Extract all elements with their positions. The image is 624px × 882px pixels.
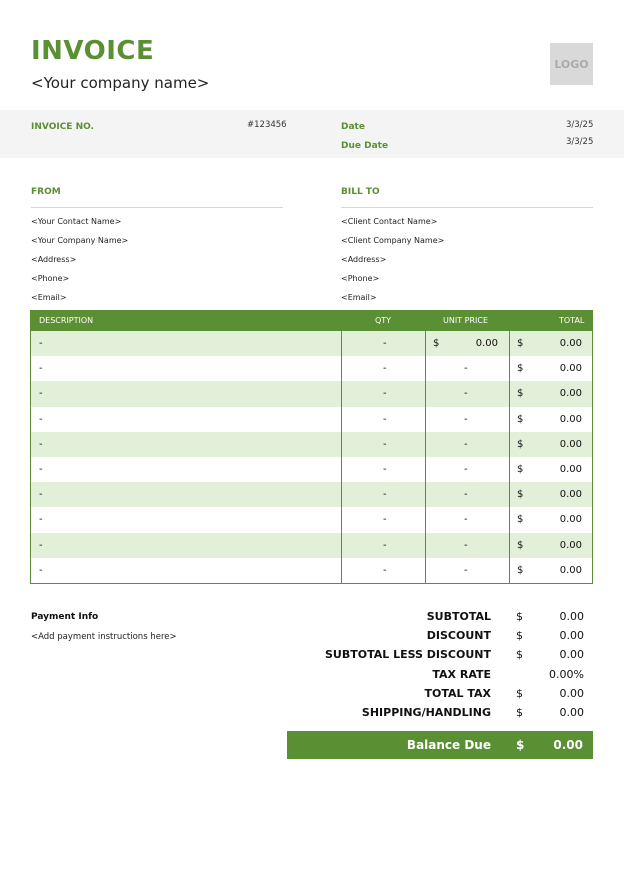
column-divider <box>341 331 342 583</box>
summary-value: 0.00% <box>549 667 584 681</box>
table-row <box>31 407 592 432</box>
cell-total-currency: $ <box>517 514 524 526</box>
cell-description: - <box>39 464 43 475</box>
cell-unit-price: - <box>464 514 468 526</box>
from-company-name: <Your Company Name> <box>31 236 129 245</box>
summary-label: TAX RATE <box>432 667 491 681</box>
cell-total: 0.00 <box>559 564 582 576</box>
summary-currency: $ <box>516 648 523 662</box>
cell-total: 0.00 <box>559 363 582 375</box>
column-divider <box>509 331 510 583</box>
table-row <box>31 533 592 558</box>
summary-currency: $ <box>516 686 523 700</box>
invoice-info-bar <box>0 110 624 158</box>
cell-unit-price: - <box>464 539 468 551</box>
from-email: <Email> <box>31 293 67 302</box>
cell-qty: - <box>383 564 387 576</box>
cell-unit-price: - <box>464 388 468 400</box>
summary-value: 0.00 <box>559 629 584 643</box>
invoice-no-value: #123456 <box>247 120 287 130</box>
summary-value: 0.00 <box>559 706 584 719</box>
payment-instructions: <Add payment instructions here> <box>31 632 177 642</box>
cell-description: - <box>39 514 43 526</box>
table-row <box>31 432 592 457</box>
cell-total: 0.00 <box>559 413 582 425</box>
balance-due-bar <box>287 731 593 759</box>
bill-to-phone: <Phone> <box>341 274 380 283</box>
summary-currency: $ <box>516 629 523 643</box>
cell-total-currency: $ <box>517 388 524 400</box>
summary-currency: $ <box>516 610 523 623</box>
summary-value: 0.00 <box>559 648 584 662</box>
cell-total-currency: $ <box>517 438 524 450</box>
cell-unit-price: - <box>464 489 468 501</box>
cell-total: 0.00 <box>559 539 582 551</box>
cell-unit-price: - <box>464 464 468 475</box>
logo-placeholder: LOGO <box>550 43 593 85</box>
cell-total: 0.00 <box>559 514 582 526</box>
header-unit-price: UNIT PRICE <box>443 316 489 325</box>
cell-unit-currency: $ <box>433 338 440 349</box>
cell-total: 0.00 <box>559 338 582 349</box>
cell-total: 0.00 <box>559 489 582 501</box>
bill-to-company-name: <Client Company Name> <box>341 236 445 245</box>
table-row <box>31 507 592 532</box>
from-phone: <Phone> <box>31 274 70 283</box>
cell-qty: - <box>383 363 387 375</box>
company-name: <Your company name> <box>31 74 210 92</box>
bill-to-address: <Address> <box>341 255 387 264</box>
cell-total-currency: $ <box>517 464 524 475</box>
summary-label: DISCOUNT <box>426 629 491 643</box>
cell-qty: - <box>383 489 387 501</box>
header-total: TOTAL <box>559 316 585 325</box>
cell-total-currency: $ <box>517 564 524 576</box>
table-row <box>31 457 592 482</box>
cell-total-currency: $ <box>517 413 524 425</box>
cell-description: - <box>39 564 43 576</box>
cell-unit-price: 0.00 <box>475 338 498 349</box>
due-date-value: 3/3/25 <box>566 137 594 147</box>
table-row <box>31 482 592 507</box>
cell-description: - <box>39 539 43 551</box>
cell-qty: - <box>383 464 387 475</box>
summary-label: SUBTOTAL <box>426 610 491 623</box>
due-date-label: Due Date <box>341 141 389 151</box>
cell-total-currency: $ <box>517 363 524 375</box>
cell-unit-price: - <box>464 564 468 576</box>
summary-currency: $ <box>516 706 523 719</box>
table-row <box>31 381 592 406</box>
cell-description: - <box>39 363 43 375</box>
date-value: 3/3/25 <box>566 120 594 130</box>
cell-total-currency: $ <box>517 338 524 349</box>
table-row <box>31 331 592 356</box>
cell-description: - <box>39 413 43 425</box>
balance-due-currency: $ <box>516 738 525 752</box>
from-divider <box>31 207 283 208</box>
cell-qty: - <box>383 539 387 551</box>
table-row <box>31 356 592 381</box>
cell-qty: - <box>383 388 387 400</box>
header-qty: QTY <box>375 316 392 325</box>
balance-due-value: 0.00 <box>553 738 583 752</box>
payment-info-label: Payment Info <box>31 612 99 622</box>
table-row <box>31 558 592 583</box>
from-contact-name: <Your Contact Name> <box>31 217 122 226</box>
cell-qty: - <box>383 413 387 425</box>
cell-qty: - <box>383 438 387 450</box>
invoice-no-label: INVOICE NO. <box>31 122 94 132</box>
cell-description: - <box>39 438 43 450</box>
from-label: FROM <box>31 187 61 197</box>
cell-qty: - <box>383 514 387 526</box>
cell-unit-price: - <box>464 438 468 450</box>
table-header <box>31 311 592 331</box>
summary-label: SHIPPING/HANDLING <box>361 706 491 719</box>
invoice-title: INVOICE <box>31 36 155 66</box>
summary-label: TOTAL TAX <box>424 686 491 700</box>
cell-total: 0.00 <box>559 464 582 475</box>
balance-due-label: Balance Due <box>406 738 491 752</box>
cell-qty: - <box>383 338 387 349</box>
cell-total-currency: $ <box>517 489 524 501</box>
summary-value: 0.00 <box>559 686 584 700</box>
cell-total: 0.00 <box>559 388 582 400</box>
cell-description: - <box>39 388 43 400</box>
header-description: DESCRIPTION <box>39 316 94 325</box>
summary-value: 0.00 <box>559 610 584 623</box>
line-items-table <box>30 310 593 584</box>
date-label: Date <box>341 122 365 132</box>
cell-unit-price: - <box>464 363 468 375</box>
column-divider <box>425 331 426 583</box>
cell-total-currency: $ <box>517 539 524 551</box>
cell-total: 0.00 <box>559 438 582 450</box>
bill-to-contact-name: <Client Contact Name> <box>341 217 438 226</box>
bill-to-email: <Email> <box>341 293 377 302</box>
cell-description: - <box>39 489 43 501</box>
cell-description: - <box>39 338 43 349</box>
from-address: <Address> <box>31 255 77 264</box>
cell-unit-price: - <box>464 413 468 425</box>
bill-to-divider <box>341 207 593 208</box>
summary-label: SUBTOTAL LESS DISCOUNT <box>324 648 491 662</box>
bill-to-label: BILL TO <box>341 187 380 197</box>
